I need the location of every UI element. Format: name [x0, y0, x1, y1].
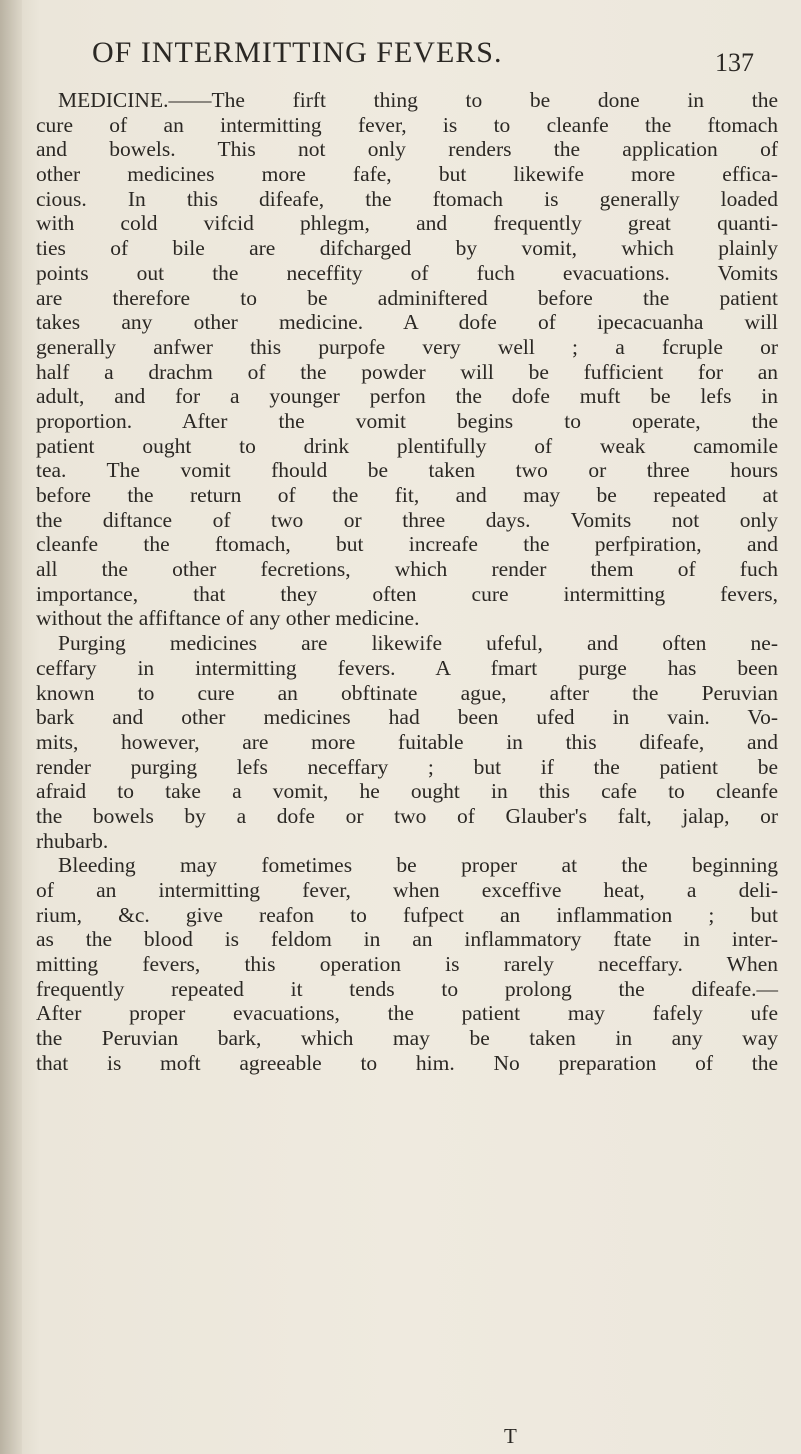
text-line: with cold vifcid phlegm, and frequently great quanti-: [36, 211, 778, 236]
text-line: known to cure an obftinate ague, after the Peruvian: [36, 680, 778, 705]
text-line: Bleeding may fometimes be proper at the beginning: [58, 853, 778, 878]
text-line: cious. In this difeafe, the ftomach is generally loaded: [36, 186, 778, 211]
page-gutter-shadow: [0, 0, 22, 1454]
text-line: the diftance of two or three days. Vomits not only: [36, 507, 778, 532]
text-line: frequently repeated it tends to prolong the difeafe.—: [36, 976, 778, 1001]
text-line: rhubarb.: [36, 828, 109, 853]
running-head: OF INTERMITTING FEVERS.: [92, 36, 503, 69]
text-line: that is moft agreeable to him. No preparation of the: [36, 1050, 778, 1075]
text-line: before the return of the fit, and may be repeated at: [36, 483, 778, 507]
text-line: mitting fevers, this operation is rarely neceffary. When: [36, 952, 778, 977]
text-line: and bowels. This not only renders the application of: [36, 137, 778, 162]
text-line: patient ought to drink plentifully of weak camomile: [36, 433, 778, 458]
text-line: the bowels by a dofe or two of Glauber's falt, jalap, or: [36, 803, 778, 828]
text-line: afraid to take a vomit, he ought in this cafe to cleanfe: [36, 779, 778, 804]
text-line: adult, and for a younger perfon the dofe muft be lefs in: [36, 384, 778, 409]
page-header: [92, 28, 782, 78]
text-line: bark and other medicines had been ufed in vain. Vo-: [36, 705, 778, 730]
text-line: mits, however, are more fuitable in this difeafe, and: [36, 729, 778, 754]
text-line: ceffary in intermitting fevers. A fmart purge has been: [36, 655, 778, 680]
text-line: all the other fecretions, which render them of fuch: [36, 557, 778, 582]
text-line: ties of bile are difcharged by vomit, which plainly: [36, 236, 778, 261]
text-line: cure of an intermitting fever, is to cleanfe the ftomach: [36, 112, 778, 137]
body-text: [36, 88, 778, 1076]
text-line: tea. The vomit fhould be taken two or three hours: [36, 458, 778, 483]
text-line: the Peruvian bark, which may be taken in any way: [36, 1026, 778, 1051]
text-line: as the blood is feldom in an inflammatory ftate in inter-: [36, 927, 778, 952]
text-line: without the affiftance of any other medicine.: [36, 606, 420, 631]
text-line: of an intermitting fever, when exceffive heat, a deli-: [36, 878, 778, 902]
text-line: half a drachm of the powder will be fufficient for an: [36, 359, 778, 384]
text-line: cleanfe the ftomach, but increafe the perfpiration, and: [36, 532, 778, 557]
text-line: takes any other medicine. A dofe of ipecacuanha will: [36, 310, 778, 335]
text-line: Purging medicines are likewife ufeful, and often ne-: [58, 631, 778, 656]
signature-mark: T: [504, 1424, 517, 1448]
text-line: After proper evacuations, the patient may fafely ufe: [36, 1001, 778, 1026]
text-line: other medicines more fafe, but likewife more effica-: [36, 162, 778, 187]
text-line: are therefore to be adminiftered before the patient: [36, 285, 778, 310]
text-line: points out the neceffity of fuch evacuations. Vomits: [36, 260, 778, 285]
page-number: 137: [715, 48, 754, 77]
text-line: proportion. After the vomit begins to operate, the: [36, 408, 778, 433]
text-line: MEDICINE.——The firft thing to be done in the: [58, 88, 778, 112]
text-line: importance, that they often cure intermitting fevers,: [36, 581, 778, 606]
text-line: render purging lefs neceffary ; but if the patient be: [36, 754, 778, 779]
text-line: rium, &c. give reafon to fufpect an inflammation ; but: [36, 902, 778, 927]
text-line: generally anfwer this purpofe very well ; a fcruple or: [36, 334, 778, 359]
